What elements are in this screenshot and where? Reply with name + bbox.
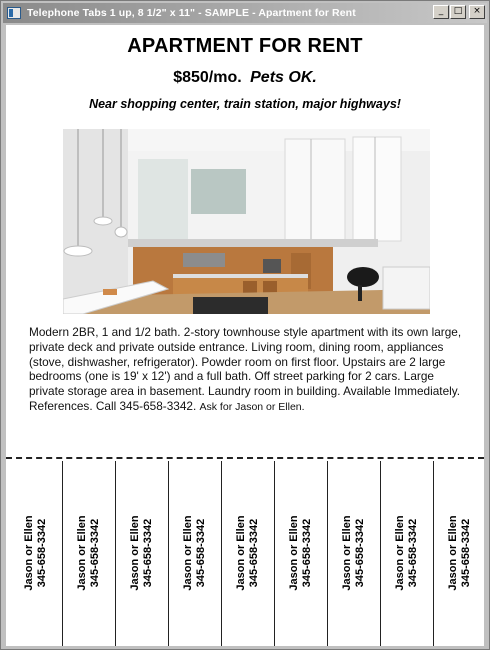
app-icon xyxy=(7,7,21,19)
tear-off-tab[interactable] xyxy=(62,461,115,646)
tab-text: Jason or Ellen 345-658-3342 xyxy=(22,515,48,591)
tab-text: Jason or Ellen 345-658-3342 xyxy=(393,515,419,591)
pets-note: Pets OK. xyxy=(250,69,317,86)
flyer-headline: APARTMENT FOR RENT xyxy=(127,35,363,57)
close-button[interactable]: × xyxy=(469,5,485,19)
tear-off-tab[interactable] xyxy=(433,461,484,646)
tear-off-tab[interactable] xyxy=(9,461,62,646)
tear-off-tab[interactable] xyxy=(274,461,327,646)
flyer-description xyxy=(29,325,469,415)
tear-off-tab[interactable] xyxy=(115,461,168,646)
maximize-button[interactable]: □ xyxy=(450,5,466,19)
tab-text: Jason or Ellen 345-658-3342 xyxy=(181,515,207,591)
minimize-button[interactable]: _ xyxy=(433,5,449,19)
title-bar[interactable] xyxy=(3,3,487,23)
tab-text: Jason or Ellen 345-658-3342 xyxy=(340,515,366,591)
flyer-tagline: Near shopping center, train station, major highways! xyxy=(89,97,401,111)
tab-text: Jason or Ellen 345-658-3342 xyxy=(128,515,154,591)
price-line xyxy=(6,69,484,87)
tear-off-tab[interactable] xyxy=(380,461,433,646)
tab-text: Jason or Ellen 345-658-3342 xyxy=(287,515,313,591)
tab-text: Jason or Ellen 345-658-3342 xyxy=(446,515,472,591)
flyer-page xyxy=(6,25,484,646)
window-controls xyxy=(432,5,485,19)
tab-text: Jason or Ellen 345-658-3342 xyxy=(75,515,101,591)
tab-text: Jason or Ellen 345-658-3342 xyxy=(234,515,260,591)
description-text: Modern 2BR, 1 and 1/2 bath. 2-story townhouse style apartment with its own large, private deck and private outside entrance. Living room, dining room, appliances (stove, dishwasher, refrigerator). Powder room on first floor. Upstairs are 2 large bedrooms (one is 19' x 12') and a full bath. Off street parking for 2 cars. Large private storage area in basement. Laundry room in building. Available Immediately. References. Call 345-658-3342. xyxy=(29,325,462,413)
tear-off-tab[interactable] xyxy=(327,461,380,646)
tear-off-tab[interactable] xyxy=(168,461,221,646)
tear-off-cut-line xyxy=(6,457,484,459)
tear-off-tab[interactable] xyxy=(221,461,274,646)
tear-off-tabs xyxy=(6,461,484,646)
rent-price: $850/mo. xyxy=(173,69,242,86)
apartment-kitchen-photo-icon xyxy=(63,129,430,314)
window-title: Telephone Tabs 1 up, 8 1/2" x 11" - SAMPLE - Apartment for Rent xyxy=(27,7,356,19)
contact-note: Ask for Jason or Ellen. xyxy=(199,400,305,413)
apartment-photo xyxy=(63,129,430,314)
